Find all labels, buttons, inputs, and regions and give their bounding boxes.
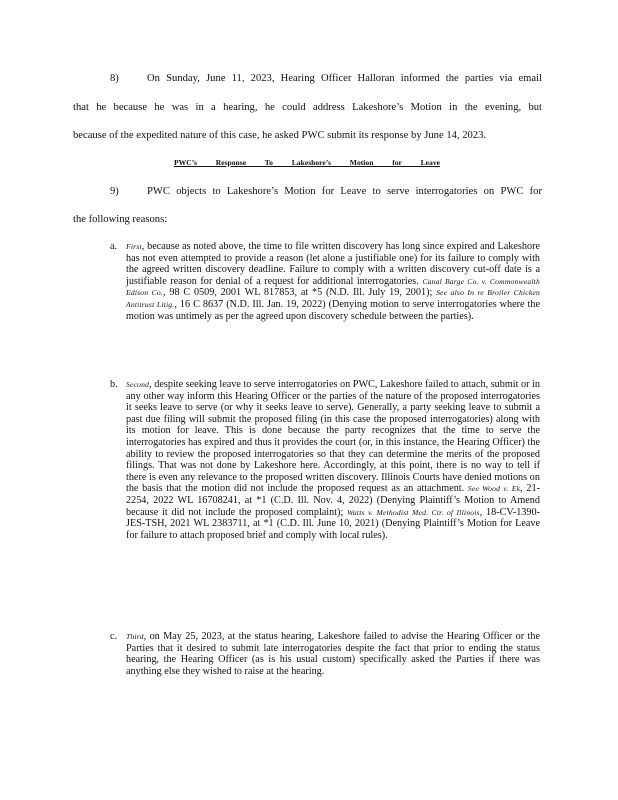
paragraph-9-number: 9) bbox=[110, 186, 119, 197]
paragraph-9-line: the following reasons: bbox=[73, 214, 168, 225]
body-text: , 16 C 8637 (N.D. Ill. Jan. 19, 2022) (Denying motion to serve interrogatories where the motion was untimely as per the agreed upon discovery schedule between the parties). bbox=[126, 298, 540, 322]
list-item-lead: First bbox=[126, 242, 142, 251]
list-item-text bbox=[126, 241, 540, 322]
body-text: , 18-CV-1390-JES-TSH, 2021 WL 2383711, at *1 (C.D. Ill. June 10, 2021) (Denying Plaintiff’s Motion for Leave for failure to attach proposed brief and comply with local rules). bbox=[126, 506, 540, 541]
paragraph-8-line: that he because he was in a hearing, he could address Lakeshore’s Motion in the evening, but bbox=[73, 102, 542, 113]
body-text: , on May 25, 2023, at the status hearing, Lakeshore failed to advise the Hearing Officer or the Parties that it desired to submit late interrogatories despite the fact that prior to ending the status hearing, the Hearing Officer (as is his usual custom) specifically asked the Parties if there was anything else they wished to raise at the hearing. bbox=[126, 631, 540, 677]
paragraph-8-line: because of the expedited nature of this case, he asked PWC submit its response by June 14, 2023. bbox=[73, 130, 487, 141]
paragraph-8-number: 8) bbox=[110, 73, 119, 84]
list-item-lead: Second bbox=[126, 380, 150, 389]
list-item bbox=[110, 379, 540, 541]
body-text: , because as noted above, the time to file written discovery has long since expired and Lakeshore has not even attempted to provide a reason (let alone a justifiable one) for its failure to comply with the agreed written discovery deadline. Failure to comply with a written discovery cut-off date is a justifiable reason for denial of a request for additional interrogatories. bbox=[126, 241, 540, 287]
paragraph-8-line: On Sunday, June 11, 2023, Hearing Officer Halloran informed the parties via email bbox=[147, 73, 542, 84]
paragraph-9-line: PWC objects to Lakeshore’s Motion for Leave to serve interrogatories on PWC for bbox=[147, 186, 542, 197]
case-citation: See also In re Broiler Chicken Antitrust Litig. bbox=[126, 288, 540, 309]
section-heading: PWC’s Response To Lakeshore’s Motion for Leave bbox=[174, 158, 440, 167]
body-text: , 21-2254, 2022 WL 16708241, at *1 (C.D. Ill. Nov. 4, 2022) (Denying Plaintiff’s Motion to Amend because it did not include the proposed complaint); bbox=[126, 483, 540, 518]
list-item-text bbox=[126, 631, 540, 677]
body-text: , despite seeking leave to serve interrogatories on PWC, Lakeshore failed to attach, submit or in any other way inform this Hearing Officer or the parties of the nature of the proposed interrogatories it seeks leave to serve (or why it seeks leave to serve). Generally, a party seeking leave to submit a past due filing will submit the proposed filing (in this case the proposed interrogatories) along with its motion for leave. This is done because the party recognizes that the time to serve the interrogatories has expired and thus it provides the court (or, in this instance, the Hearing Officer) the ability to review the proposed interrogatories so that they can determine the merits of the proposed filings. That was not done by Lakeshore here. Accordingly, at this point, there is no way to tell if there is even any relevance to the proposed written discovery. Illinois Courts have denied motions on the basis that the motion did not include the proposed request as an attachment. bbox=[126, 379, 540, 495]
list-item bbox=[110, 631, 540, 677]
list-item-label: b. bbox=[110, 379, 118, 390]
list-item-text bbox=[126, 379, 540, 541]
list-item-lead: Third bbox=[126, 632, 144, 641]
case-citation: Canal Barge Co. v. Commonwealth Edison Co. bbox=[126, 276, 540, 298]
list-item-label: a. bbox=[110, 241, 118, 252]
list-item bbox=[110, 241, 540, 322]
body-text: , 98 C 0509, 2001 WL 817853, at *5 (N.D. Ill. July 19, 2001); bbox=[163, 287, 437, 299]
list-item-label: c. bbox=[110, 631, 118, 642]
case-citation: See Wood v. Ek bbox=[467, 484, 521, 494]
case-citation: Watts v. Methodist Med. Ctr. of Illinois bbox=[347, 507, 480, 517]
